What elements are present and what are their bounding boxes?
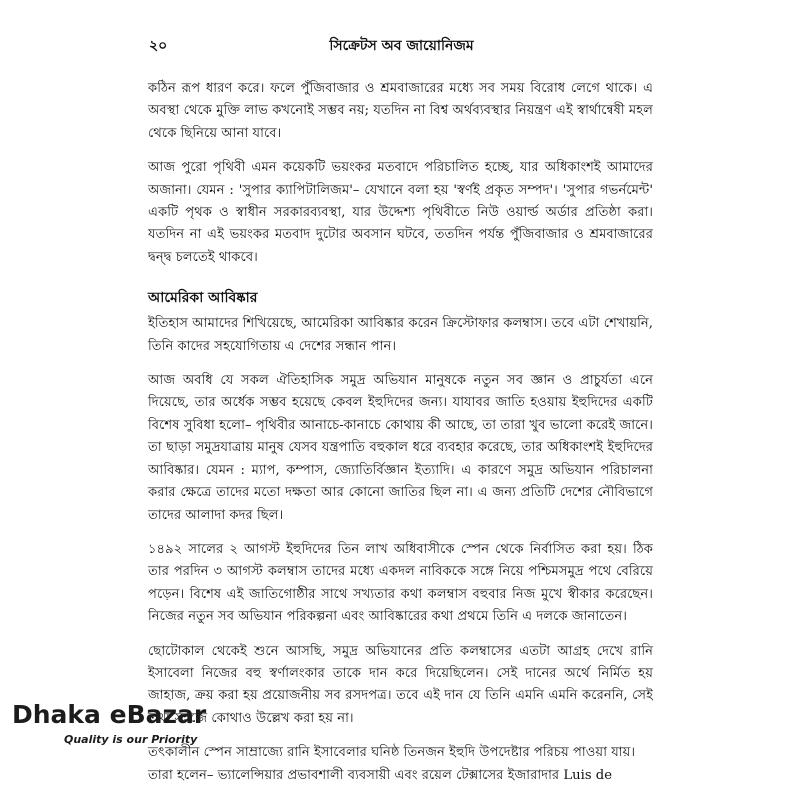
- page-header: [149, 34, 654, 56]
- page-number: ২০: [149, 38, 168, 54]
- paragraph: তারা হলেন– ভ্যালেন্সিয়ার প্রভাবশালী ব্যবসায়ী এবং রয়েল টেক্সাসের ইজারাদার Luis de: [148, 767, 613, 783]
- watermark-logo-text: Dhaka eBazar: [12, 700, 207, 729]
- paragraph: আজ পুরো পৃথিবী এমন কয়েকটি ভয়ংকর মতবাদে পরিচালিত হচ্ছে, যার অধিকাংশই আমাদের অজানা। যেমন : 'সুপার ক্যাপিটালিজম'– যেখানে বলা হয় 'স্বর্ণই প্রকৃত সম্পদ'। 'সুপার গভর্নমেন্ট' একটি পৃথক ও স্বাধীন সরকারব্যবস্থা, যার উদ্দেশ্য পৃথিবীতে নিউ ওয়ার্ল্ড অর্ডার প্রতিষ্ঠা করা। যতদিন না এই ভয়ংকর মতবাদ দুটোর অবসান ঘটবে, ততদিন পর্যন্ত পুঁজিবাজার ও শ্রমবাজারের দ্বন্দ্ব চলতেই থাকবে।: [148, 160, 653, 265]
- book-title: সিক্রেটস অব জায়োনিজম: [329, 38, 474, 54]
- paragraph: ১৪৯২ সালের ২ আগস্ট ইহুদিদের তিন লাখ অধিবাসীকে স্পেন থেকে নির্বাসিত করা হয়। ঠিক তার পরদিন ৩ আগস্ট কলম্বাস তাদের মধ্যে একদল নাবিককে সঙ্গে নিয়ে পশ্চিমসমুদ্র পথে বেরিয়ে পড়েন। বিশেষ এই জাতিগোষ্ঠীর সাথে সখ্যতার কথা কলম্বাস বহুবার নিজ মুখে স্বীকার করেছেন। নিজের নতুন সব অভিযান পরিকল্পনা এবং আবিষ্কারের কথা প্রথমে তিনি এ দলকে জানাতেন।: [148, 541, 653, 625]
- paragraph: কঠিন রূপ ধারণ করে। ফলে পুঁজিবাজার ও শ্রমবাজারের মধ্যে সব সময় বিরোধ লেগে থাকে। এ অবস্থা থেকে মুক্তি লাভ কখনোই সম্ভব নয়; যতদিন না বিশ্ব অর্থব্যবস্থার নিয়ন্ত্রণ এই স্বার্থান্বেষী মহল থেকে ছিনিয়ে আনা যাবে।: [148, 81, 653, 141]
- watermark-logo: [12, 700, 206, 729]
- watermark-tagline: Quality is our Priority: [64, 733, 198, 746]
- body-text: [148, 78, 653, 787]
- paragraph: ইতিহাস আমাদের শিখিয়েছে, আমেরিকা আবিষ্কার করেন ক্রিস্টোফার কলম্বাস। তবে এটা শেখায়নি, তিনি কাদের সহযোগিতায় এ দেশের সন্ধান পান।: [148, 316, 653, 354]
- paragraph: ছোটোকাল থেকেই শুনে আসছি, সমুদ্র অভিযানের প্রতি কলম্বাসের এতটা আগ্রহ দেখে রানি ইসাবেলা নিজের বহু স্বর্ণালংকার তাকে দান করে দিয়েছিলেন। সেই দানের অর্থে নির্মিত হয় জাহাজ, ক্রয় করা হয় প্রয়োজনীয় সব রসদপত্র। তবে এই দান যে তিনি এমনি এমনি করেননি, সেই তথ্য সহজে কোথাও উল্লেখ করা হয় না।: [148, 643, 653, 726]
- section-heading: আমেরিকা আবিষ্কার: [148, 290, 258, 307]
- watermark: [12, 700, 212, 750]
- paragraph: আজ অবধি যে সকল ঐতিহাসিক সমুদ্র অভিযান মানুষকে নতুন সব জ্ঞান ও প্রাচুর্যতা এনে দিয়েছে, তার অর্ধেক সম্ভব হয়েছে কেবল ইহুদিদের জন্য। যাযাবর জাতি হওয়ায় ইহুদিদের একটি বিশেষ সুবিধা হলো– পৃথিবীর আনাচে-কানাচে কোথায় কী আছে, তা তারা খুব ভালো করেই জানে। তা ছাড়া সমুদ্রযাত্রায় মানুষ যেসব যন্ত্রপাতি বহুকাল ধরে ব্যবহার করেছে, তার অধিকাংশই ইহুদিদের আবিষ্কার। যেমন : ম্যাপ, কম্পাস, জ্যোতির্বিজ্ঞান ইত্যাদি। এ কারণে সমুদ্র অভিযান পরিচালনা করার ক্ষেত্রে তাদের মতো দক্ষতা আর কোনো জাতির ছিল না। এ জন্য প্রতিটি দেশের নৌবিভাগে তাদের আলাদা কদর ছিল।: [148, 373, 653, 523]
- paragraph: তৎকালীন স্পেন সাম্রাজ্যে রানি ইসাবেলার ঘনিষ্ঠ তিনজন ইহুদি উপদেষ্টার পরিচয় পাওয়া যায়।: [148, 745, 636, 761]
